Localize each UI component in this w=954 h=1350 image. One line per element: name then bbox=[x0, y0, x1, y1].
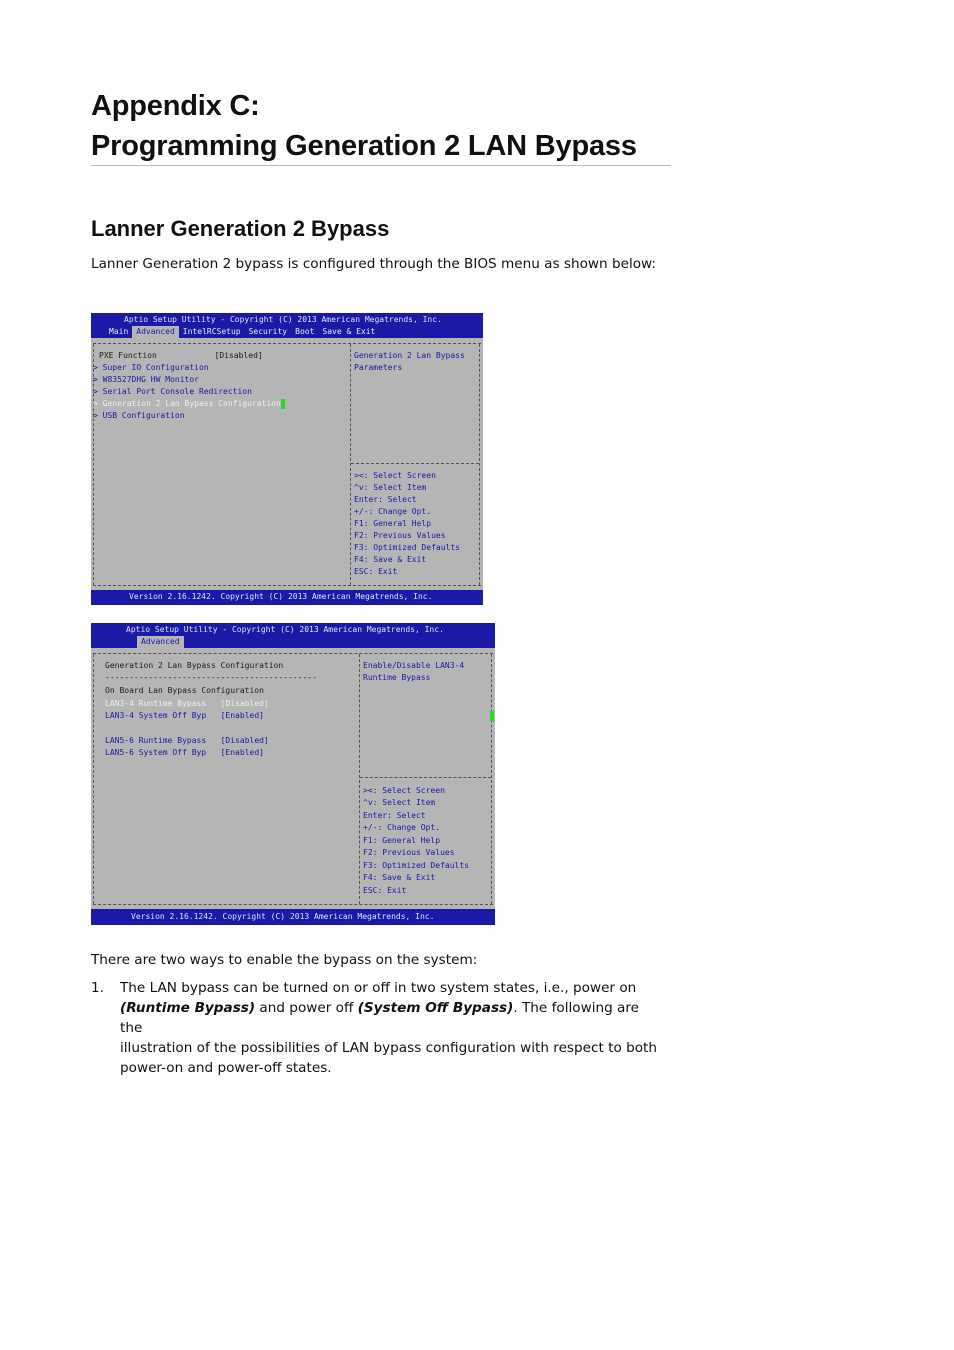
bios-header-bar bbox=[91, 623, 495, 648]
bios-footer-bar bbox=[91, 590, 483, 605]
title-line-2: Programming Generation 2 LAN Bypass bbox=[91, 130, 637, 162]
list-item-text bbox=[120, 978, 660, 1078]
option-value: [Enabled] bbox=[220, 711, 264, 720]
bios-left-border bbox=[93, 654, 94, 904]
menu-item-super-io[interactable]: > Super IO Configuration bbox=[93, 363, 209, 372]
runtime-bypass-term: (Runtime Bypass) bbox=[120, 1000, 256, 1016]
key-hint: ESC: Exit bbox=[363, 886, 407, 895]
bios-divider bbox=[350, 344, 351, 585]
key-hint: ^v: Select Item bbox=[354, 483, 427, 492]
key-hint: F1: General Help bbox=[354, 519, 432, 528]
menu-item-pxe[interactable]: PXE Function [Disabled] bbox=[99, 351, 263, 360]
key-hint: Enter: Select bbox=[363, 811, 426, 820]
option-value: [Disabled] bbox=[220, 736, 269, 745]
key-hint: ESC: Exit bbox=[354, 567, 398, 576]
menu-item-lan-bypass[interactable] bbox=[93, 398, 285, 410]
option-value: [Disabled] bbox=[220, 699, 269, 708]
cursor-block bbox=[281, 399, 285, 409]
help-text-2: Runtime Bypass bbox=[363, 673, 431, 682]
key-hint: +/-: Change Opt. bbox=[363, 823, 441, 832]
intro-text: Lanner Generation 2 bypass is configured through the BIOS menu as shown below: bbox=[91, 256, 656, 272]
config-separator: -------------------------------------------- bbox=[105, 673, 317, 682]
key-hint: +/-: Change Opt. bbox=[354, 507, 432, 516]
key-hint: ><: Select Screen bbox=[363, 786, 445, 795]
key-hint: Enter: Select bbox=[354, 495, 417, 504]
bios-screen-advanced bbox=[91, 313, 483, 605]
config-heading: Generation 2 Lan Bypass Configuration bbox=[105, 661, 284, 670]
scroll-indicator bbox=[490, 711, 494, 721]
bios-footer-text: Version 2.16.1242. Copyright (C) 2013 American Megatrends, Inc. bbox=[131, 912, 435, 921]
bios-screen-lan-bypass bbox=[91, 623, 495, 925]
bios-top-border bbox=[93, 653, 493, 654]
list-line-1: The LAN bypass can be turned on or off in two system states, i.e., power on bbox=[120, 980, 637, 996]
tab-intelrcsetup[interactable]: IntelRCSetup bbox=[182, 327, 241, 336]
option-label: LAN3-4 System Off Byp bbox=[105, 711, 207, 720]
menu-item-serial-console[interactable]: > Serial Port Console Redirection bbox=[93, 387, 252, 396]
menu-item-lan-bypass-label: > Generation 2 Lan Bypass Configuration bbox=[93, 399, 281, 408]
title-line-1: Appendix C: bbox=[91, 90, 260, 122]
option-label: LAN5-6 System Off Byp bbox=[105, 748, 207, 757]
bios-header-text: Aptio Setup Utility - Copyright (C) 2013 American Megatrends, Inc. bbox=[126, 625, 444, 634]
key-hint: F2: Previous Values bbox=[354, 531, 446, 540]
key-hint: ^v: Select Item bbox=[363, 798, 436, 807]
bios-right-border bbox=[479, 344, 480, 585]
option-lan56-runtime[interactable] bbox=[105, 735, 269, 747]
ways-text: There are two ways to enable the bypass on the system: bbox=[91, 952, 478, 968]
key-hint: F3: Optimized Defaults bbox=[363, 861, 469, 870]
key-hint: ><: Select Screen bbox=[354, 471, 436, 480]
option-lan34-runtime[interactable] bbox=[105, 698, 269, 710]
bios-footer-bar bbox=[91, 909, 495, 925]
section-heading: Lanner Generation 2 Bypass bbox=[91, 216, 390, 241]
tab-advanced[interactable]: Advanced bbox=[132, 326, 179, 338]
config-subheading: On Board Lan Bypass Configuration bbox=[105, 686, 264, 695]
page-title bbox=[91, 86, 671, 166]
bios-header-bar bbox=[91, 313, 483, 338]
option-lan34-system-off[interactable] bbox=[105, 710, 264, 722]
bios-right-border bbox=[491, 654, 492, 904]
help-text-1: Generation 2 Lan Bypass bbox=[354, 351, 465, 360]
list-line-4: power-on and power-off states. bbox=[120, 1060, 332, 1076]
list-line-2 bbox=[120, 998, 660, 1038]
bios-bottom-border bbox=[93, 585, 481, 586]
help-text-2: Parameters bbox=[354, 363, 403, 372]
tab-save-exit[interactable]: Save & Exit bbox=[322, 327, 376, 336]
list-mid-text: and power off bbox=[255, 1000, 358, 1016]
key-hint: F4: Save & Exit bbox=[363, 873, 436, 882]
bios-bottom-border bbox=[93, 904, 493, 905]
option-value: [Enabled] bbox=[220, 748, 264, 757]
tab-boot[interactable]: Boot bbox=[295, 327, 315, 336]
bios-tab-bar bbox=[105, 326, 379, 338]
bios-help-divider bbox=[351, 463, 479, 464]
bios-footer-text: Version 2.16.1242. Copyright (C) 2013 American Megatrends, Inc. bbox=[129, 592, 433, 601]
key-hint: F1: General Help bbox=[363, 836, 441, 845]
menu-item-hw-monitor[interactable]: > W83527DHG HW Monitor bbox=[93, 375, 199, 384]
bios-tab-bar bbox=[137, 636, 184, 648]
tab-advanced[interactable]: Advanced bbox=[137, 636, 184, 648]
option-label: LAN3-4 Runtime Bypass bbox=[105, 699, 207, 708]
option-lan56-system-off[interactable] bbox=[105, 747, 264, 759]
menu-item-usb[interactable]: > USB Configuration bbox=[93, 411, 185, 420]
bios-header-text: Aptio Setup Utility - Copyright (C) 2013 American Megatrends, Inc. bbox=[124, 315, 442, 324]
key-hint: F2: Previous Values bbox=[363, 848, 455, 857]
bios-help-divider bbox=[360, 777, 491, 778]
bios-top-border bbox=[93, 343, 481, 344]
key-hint: F3: Optimized Defaults bbox=[354, 543, 460, 552]
tab-security[interactable]: Security bbox=[248, 327, 288, 336]
list-line-3: illustration of the possibilities of LAN bypass configuration with respect to both bbox=[120, 1040, 657, 1056]
title-divider bbox=[91, 165, 671, 166]
help-text-1: Enable/Disable LAN3-4 bbox=[363, 661, 465, 670]
tab-main[interactable]: Main bbox=[109, 327, 129, 336]
list-tail-text: . The following are the bbox=[120, 1000, 640, 1036]
system-off-bypass-term: (System Off Bypass) bbox=[357, 1000, 514, 1016]
bios-divider bbox=[359, 654, 360, 904]
key-hint: F4: Save & Exit bbox=[354, 555, 427, 564]
list-number: 1. bbox=[91, 980, 104, 996]
option-label: LAN5-6 Runtime Bypass bbox=[105, 736, 207, 745]
